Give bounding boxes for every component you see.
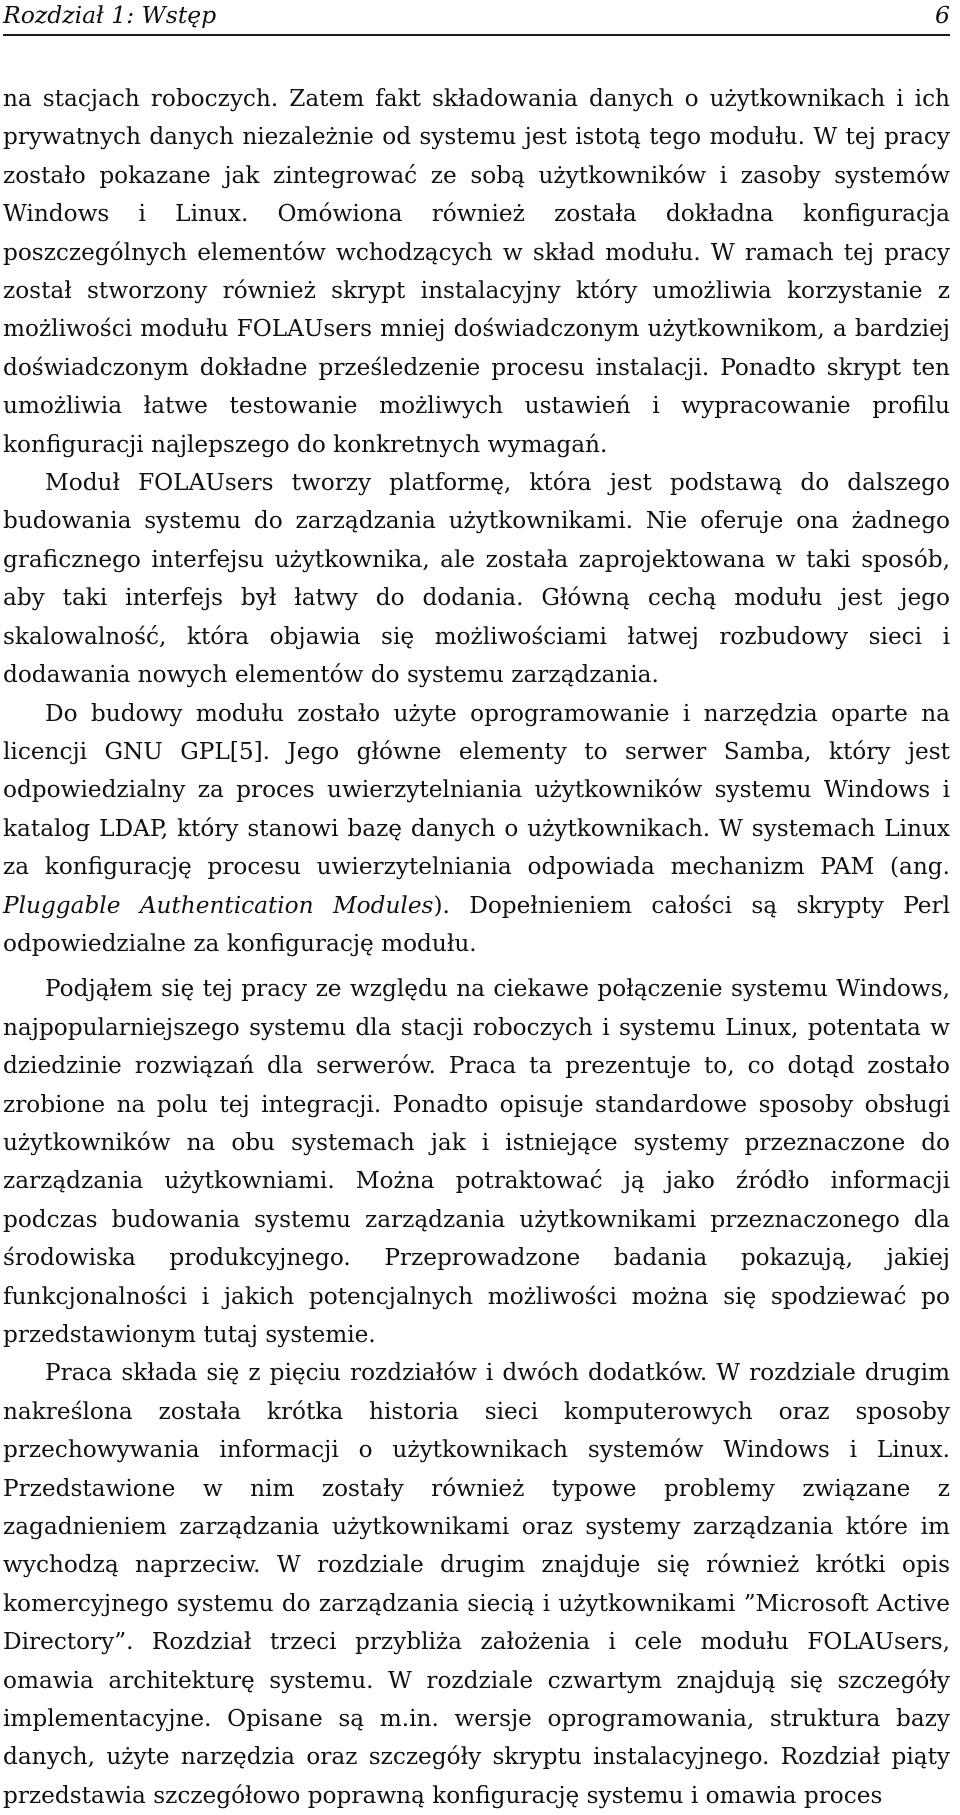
emphasis-text: Pluggable Authentication Modules bbox=[3, 891, 434, 919]
paragraph-text: Podjąłem się tej pracy ze względu na ciekawe połączenie systemu Windows, najpopularniejszego systemu dla stacji roboczych i systemu Linux, potentata w dziedzinie rozwiązań dla serwerów. Praca ta prezentuje to, co dotąd zostało zrobione na polu tej integracji. Ponadto opisuje standardowe sposoby obsługi użytkowników na obu systemach jak i istniejące systemy przeznaczone do zarządzania użytkowniami. Można potraktować ją jako źródło informacji podczas budowania systemu zarządzania użytkownikami przeznaczonego dla środowiska produkcyjnego. Przeprowadzone badania pokazują, jakiej funkcjonalności i jakich potencjalnych możliwości można się spodziewać po przedstawionym tutaj systemie. bbox=[3, 975, 950, 1348]
document-page bbox=[3, 0, 950, 1815]
paragraph-text: Moduł FOLAUsers tworzy platformę, która jest podstawą do dalszego budowania systemu do zarządzania użytkownikami. Nie oferuje ona żadnego graficznego interfejsu użytkownika, ale została zaprojektowana w taki sposób, aby taki interfejs był łatwy do dodania. Główną cechą modułu jest jego skalowalność, która objawia się możliwościami łatwej rozbudowy sieci i dodawania nowych elementów do systemu zarządzania. bbox=[3, 469, 950, 689]
paragraph-text: ). Dopełnieniem całości są skrypty Perl odpowiedzialne za konfigurację modułu. bbox=[3, 891, 950, 957]
paragraph-4 bbox=[3, 970, 950, 1354]
paragraph-3 bbox=[3, 695, 950, 964]
running-header bbox=[3, 0, 950, 34]
paragraph-1 bbox=[3, 80, 950, 464]
paragraph-text: Praca składa się z pięciu rozdziałów i dwóch dodatków. W rozdziale drugim nakreślona została krótka historia sieci komputerowych oraz sposoby przechowywania informacji o użytkownikach systemów Windows i Linux. Przedstawione w nim zostały również typowe problemy związane z zagadnieniem zarządzania użytkownikami oraz systemy zarządzania które im wychodzą naprzeciw. W rozdziale drugim znajduje się również krótki opis komercyjnego systemu do zarządzania siecią i użytkownikami ”Microsoft Active Directory”. Rozdział trzeci przybliża założenia i cele modułu FOLAUsers, omawia architekturę systemu. W rozdziale czwartym znajdują się szczegóły implementacyjne. Opisane są m.in. wersje oprogramowania, struktura bazy danych, użyte narzędzia oraz szczegóły skryptu instalacyjnego. Rozdział piąty przedstawia szczegółowo poprawną konfigurację systemu i omawia proces bbox=[3, 1359, 950, 1809]
page-number: 6 bbox=[935, 1, 950, 29]
body-text bbox=[3, 80, 950, 1815]
paragraph-5 bbox=[3, 1354, 950, 1815]
header-rule bbox=[3, 34, 950, 36]
paragraph-text: Do budowy modułu zostało użyte oprogramowanie i narzędzia oparte na licencji GNU GPL[5]. Jego główne elementy to serwer Samba, który jest odpowiedzialny za proces uwierzytelniania użytkowników systemu Windows i katalog LDAP, który stanowi bazę danych o użytkownikach. W systemach Linux za konfigurację procesu uwierzytelniania odpowiada mechanizm PAM (ang. bbox=[3, 699, 950, 881]
paragraph-text: na stacjach roboczych. Zatem fakt składowania danych o użytkownikach i ich prywatnych danych niezależnie od systemu jest istotą tego modułu. W tej pracy zostało pokazane jak zintegrować ze sobą użytkowników i zasoby systemów Windows i Linux. Omówiona również została dokładna konfiguracja poszczególnych elementów wchodzących w skład modułu. W ramach tej pracy został stworzony również skrypt instalacyjny który umożliwia korzystanie z możliwości modułu FOLAUsers mniej doświadczonym użytkownikom, a bardziej doświadczonym dokładne prześledzenie procesu instalacji. Ponadto skrypt ten umożliwia łatwe testowanie możliwych ustawień i wypracowanie profilu konfiguracji najlepszego do konkretnych wymagań. bbox=[3, 85, 950, 458]
chapter-title: Rozdział 1: Wstęp bbox=[3, 1, 217, 29]
paragraph-2 bbox=[3, 464, 950, 694]
